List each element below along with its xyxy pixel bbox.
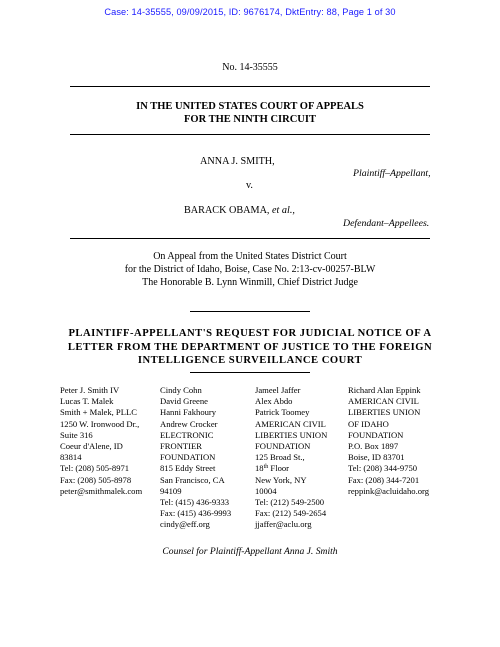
- appellee-name: [184, 205, 295, 216]
- counsel-line: Smith + Malek, PLLC: [60, 407, 137, 418]
- divider: [70, 134, 430, 135]
- counsel-line: Fax: (415) 436-9993: [160, 508, 232, 519]
- counsel-line: 94109: [160, 485, 182, 496]
- counsel-line: Suite 316: [60, 429, 93, 440]
- counsel-email[interactable]: peter@smithmalek.com: [60, 485, 143, 496]
- divider: [70, 238, 430, 239]
- divider: [190, 311, 310, 312]
- docket-stamp: Case: 14-35555, 09/09/2015, ID: 9676174, DktEntry: 88, Page 1 of 30: [104, 7, 396, 17]
- counsel-line: LIBERTIES UNION: [348, 407, 421, 418]
- counsel-line: Tel: (212) 549-2500: [255, 496, 325, 507]
- counsel-line: FRONTIER: [160, 440, 203, 451]
- court-line-2: FOR THE NINTH CIRCUIT: [184, 114, 316, 125]
- court-line-1: IN THE UNITED STATES COURT OF APPEALS: [136, 101, 364, 112]
- floor-word: Floor: [268, 463, 290, 474]
- counsel-column-1: [60, 385, 142, 497]
- counsel-line: David Greene: [160, 396, 208, 407]
- counsel-line: AMERICAN CIVIL: [348, 396, 419, 407]
- counsel-line: Patrick Toomey: [255, 407, 310, 418]
- counsel-line: Tel: (415) 436-9333: [160, 496, 230, 507]
- appellant-role: Plaintiff–Appellant,: [353, 168, 431, 179]
- counsel-column-2: [160, 385, 231, 530]
- appeal-line-2: for the District of Idaho, Boise, Case No. 2:13-cv-00257-BLW: [124, 264, 376, 275]
- counsel-line: Boise, ID 83701: [348, 452, 405, 463]
- counsel-line: FOUNDATION: [255, 440, 311, 451]
- document-title: [0, 327, 500, 368]
- counsel-line: 1250 W. Ironwood Dr.,: [60, 418, 140, 429]
- counsel-line: Fax: (208) 505-8978: [60, 474, 132, 485]
- counsel-line: Tel: (208) 505-8971: [60, 463, 130, 474]
- counsel-floor-line: [255, 463, 327, 474]
- appeal-info: [0, 250, 500, 289]
- counsel-line: Jameel Jaffer: [255, 385, 301, 395]
- versus: v.: [246, 180, 253, 191]
- counsel-line: ELECTRONIC: [160, 429, 214, 440]
- counsel-line: P.O. Box 1897: [348, 440, 399, 451]
- counsel-line: FOUNDATION: [160, 452, 216, 463]
- counsel-line: Andrew Crocker: [160, 418, 218, 429]
- appellee-etal: et al.,: [272, 205, 295, 216]
- counsel-email[interactable]: reppink@acluidaho.org: [348, 485, 430, 496]
- appellee-role: Defendant–Appellees.: [343, 218, 430, 229]
- title-line-2: LETTER FROM THE DEPARTMENT OF JUSTICE TO THE FOREIGN: [67, 341, 433, 353]
- counsel-column-3: [255, 385, 327, 530]
- title-line-3: INTELLIGENCE SURVEILLANCE COURT: [137, 355, 363, 366]
- case-number: No. 14-35555: [222, 62, 278, 73]
- counsel-line: 815 Eddy Street: [160, 463, 216, 474]
- counsel-line: 125 Broad St.,: [255, 452, 305, 463]
- counsel-line: FOUNDATION: [348, 429, 404, 440]
- counsel-line: Peter J. Smith IV: [60, 385, 120, 395]
- counsel-line: Fax: (212) 549-2654: [255, 508, 327, 519]
- counsel-line: OF IDAHO: [348, 418, 389, 429]
- divider: [70, 86, 430, 87]
- counsel-line: New York, NY: [255, 474, 307, 485]
- appellant-name: ANNA J. SMITH,: [200, 156, 275, 167]
- counsel-column-4: [348, 385, 429, 497]
- counsel-line: Lucas T. Malek: [60, 396, 114, 407]
- counsel-line: 10004: [255, 485, 277, 496]
- title-line-1: PLAINTIFF-APPELLANT'S REQUEST FOR JUDICIAL NOTICE OF A: [68, 328, 432, 339]
- counsel-email[interactable]: cindy@eff.org: [160, 519, 210, 530]
- counsel-line: Richard Alan Eppink: [348, 385, 421, 395]
- appeal-line-3: The Honorable B. Lynn Winmill, Chief District Judge: [142, 277, 358, 288]
- counsel-line: Cindy Cohn: [160, 385, 202, 395]
- counsel-line: Alex Abdo: [255, 396, 293, 407]
- counsel-email[interactable]: jjaffer@aclu.org: [255, 519, 312, 530]
- counsel-line: San Francisco, CA: [160, 474, 225, 485]
- counsel-line: AMERICAN CIVIL: [255, 418, 326, 429]
- counsel-line: LIBERTIES UNION: [255, 429, 328, 440]
- court-heading: [0, 100, 500, 126]
- floor-number: 18: [255, 463, 264, 474]
- appeal-line-1: On Appeal from the United States District Court: [153, 251, 347, 262]
- counsel-line: Fax: (208) 344-7201: [348, 474, 420, 485]
- counsel-line: 83814: [60, 452, 82, 463]
- counsel-line: Hanni Fakhoury: [160, 407, 217, 418]
- appellee-name-text: BARACK OBAMA,: [184, 205, 270, 216]
- counsel-for-line: Counsel for Plaintiff-Appellant Anna J. Smith: [162, 546, 338, 557]
- divider: [190, 372, 310, 373]
- counsel-line: Tel: (208) 344-9750: [348, 463, 418, 474]
- floor-suffix: th: [263, 464, 269, 471]
- counsel-line: Coeur d'Alene, ID: [60, 440, 123, 451]
